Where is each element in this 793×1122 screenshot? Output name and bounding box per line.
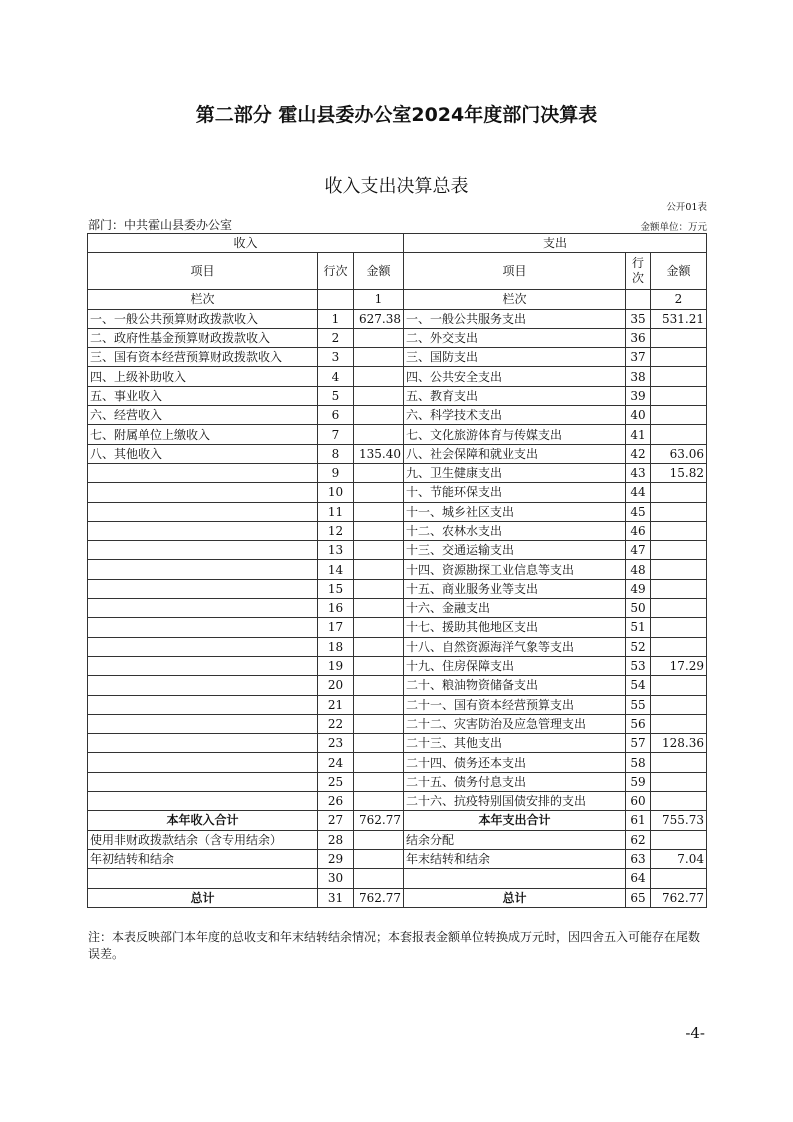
- table-row: [88, 618, 707, 637]
- income-amount-cell: [354, 656, 404, 675]
- income-line-cell: 27: [318, 811, 354, 830]
- income-item-cell: [88, 869, 318, 888]
- expense-amount-cell: [651, 425, 707, 444]
- income-line-cell: 20: [318, 676, 354, 695]
- income-item-cell: [88, 560, 318, 579]
- expense-amount-cell: [651, 483, 707, 502]
- income-section-header: 收入: [88, 234, 404, 253]
- expense-amount-cell: [651, 618, 707, 637]
- income-amount-cell: [354, 618, 404, 637]
- expense-line-cell: 44: [626, 483, 651, 502]
- income-line-cell: 25: [318, 772, 354, 791]
- income-item-header: 项目: [88, 253, 318, 290]
- expense-line-cell: 57: [626, 734, 651, 753]
- expense-amount-cell: 15.82: [651, 463, 707, 482]
- expense-item-cell: 二十二、灾害防治及应急管理支出: [404, 714, 626, 733]
- expense-line-cell: 59: [626, 772, 651, 791]
- income-item-cell: 四、上级补助收入: [88, 367, 318, 386]
- expense-line-cell: 63: [626, 849, 651, 868]
- expense-amount-cell: [651, 714, 707, 733]
- expense-item-cell: 八、社会保障和就业支出: [404, 444, 626, 463]
- income-item-cell: 本年收入合计: [88, 811, 318, 830]
- income-item-cell: [88, 463, 318, 482]
- income-amount-cell: 627.38: [354, 309, 404, 328]
- expense-amount-cell: 63.06: [651, 444, 707, 463]
- income-item-cell: 五、事业收入: [88, 386, 318, 405]
- income-line-cell: 24: [318, 753, 354, 772]
- income-item-cell: [88, 792, 318, 811]
- expense-item-cell: 二十六、抗疫特别国债安排的支出: [404, 792, 626, 811]
- expense-item-cell: 十七、援助其他地区支出: [404, 618, 626, 637]
- table-row: [88, 463, 707, 482]
- table-row: [88, 792, 707, 811]
- income-line-cell: 26: [318, 792, 354, 811]
- expense-amount-cell: [651, 676, 707, 695]
- expense-item-cell: 四、公共安全支出: [404, 367, 626, 386]
- expense-amount-cell: [651, 521, 707, 540]
- expense-line-cell: 62: [626, 830, 651, 849]
- expense-item-header: 项目: [404, 253, 626, 290]
- expense-amount-header: 金额: [651, 253, 707, 290]
- expense-item-cell: 结余分配: [404, 830, 626, 849]
- income-amount-cell: [354, 695, 404, 714]
- income-line-cell: 19: [318, 656, 354, 675]
- income-line-cell: 7: [318, 425, 354, 444]
- income-amount-cell: 762.77: [354, 811, 404, 830]
- income-item-cell: 总计: [88, 888, 318, 907]
- income-amount-cell: [354, 830, 404, 849]
- expense-item-cell: 年末结转和结余: [404, 849, 626, 868]
- income-line-cell: 15: [318, 579, 354, 598]
- income-item-cell: [88, 772, 318, 791]
- income-column-number: 1: [354, 290, 404, 309]
- expense-item-cell: 十九、住房保障支出: [404, 656, 626, 675]
- expense-item-cell: 十三、交通运输支出: [404, 541, 626, 560]
- table-row: [88, 444, 707, 463]
- income-amount-cell: [354, 792, 404, 811]
- income-amount-cell: 762.77: [354, 888, 404, 907]
- header-row-sections: [88, 234, 707, 253]
- income-amount-cell: [354, 637, 404, 656]
- expense-section-header: 支出: [404, 234, 707, 253]
- expense-line-cell: 37: [626, 348, 651, 367]
- table-row: [88, 406, 707, 425]
- income-amount-cell: [354, 599, 404, 618]
- income-line-cell: 14: [318, 560, 354, 579]
- income-line-cell: 18: [318, 637, 354, 656]
- expense-amount-cell: 755.73: [651, 811, 707, 830]
- income-line-cell: 4: [318, 367, 354, 386]
- income-item-cell: [88, 714, 318, 733]
- income-amount-cell: [354, 406, 404, 425]
- income-amount-cell: [354, 560, 404, 579]
- expense-line-cell: 46: [626, 521, 651, 540]
- table-row: [88, 502, 707, 521]
- table-row: [88, 348, 707, 367]
- income-amount-cell: [354, 367, 404, 386]
- expense-line-cell: 50: [626, 599, 651, 618]
- income-expense-table: [87, 233, 707, 908]
- income-line-cell: 17: [318, 618, 354, 637]
- expense-line-cell: 54: [626, 676, 651, 695]
- table-row: [88, 714, 707, 733]
- table-row: [88, 386, 707, 405]
- income-line-cell: 3: [318, 348, 354, 367]
- expense-amount-cell: [651, 328, 707, 347]
- income-line-cell: 23: [318, 734, 354, 753]
- income-amount-cell: [354, 425, 404, 444]
- expense-amount-cell: 128.36: [651, 734, 707, 753]
- income-item-cell: [88, 637, 318, 656]
- income-amount-cell: 135.40: [354, 444, 404, 463]
- income-item-cell: 使用非财政拨款结余（含专用结余）: [88, 830, 318, 849]
- expense-item-cell: 十一、城乡社区支出: [404, 502, 626, 521]
- amount-unit-label: 金额单位：万元: [640, 222, 707, 233]
- expense-line-cell: 65: [626, 888, 651, 907]
- table-row: [88, 753, 707, 772]
- income-item-cell: 六、经营收入: [88, 406, 318, 425]
- expense-amount-cell: [651, 579, 707, 598]
- expense-line-cell: 56: [626, 714, 651, 733]
- expense-amount-cell: [651, 637, 707, 656]
- expense-line-cell: 53: [626, 656, 651, 675]
- table-row: [88, 579, 707, 598]
- expense-item-cell: 一、一般公共服务支出: [404, 309, 626, 328]
- income-line-cell: 16: [318, 599, 354, 618]
- income-item-cell: [88, 521, 318, 540]
- expense-amount-cell: [651, 560, 707, 579]
- table-title: 收入支出决算总表: [324, 176, 469, 197]
- expense-item-cell: 二、外交支出: [404, 328, 626, 347]
- income-amount-header: 金额: [354, 253, 404, 290]
- expense-item-cell: 十六、金融支出: [404, 599, 626, 618]
- income-amount-cell: [354, 772, 404, 791]
- income-line-cell: 2: [318, 328, 354, 347]
- income-amount-cell: [354, 386, 404, 405]
- expense-line-cell: 36: [626, 328, 651, 347]
- expense-amount-cell: [651, 772, 707, 791]
- income-line-cell: 21: [318, 695, 354, 714]
- expense-line-header: 行 次: [626, 253, 651, 290]
- income-amount-cell: [354, 521, 404, 540]
- expense-line-cell: 42: [626, 444, 651, 463]
- expense-line-cell: 39: [626, 386, 651, 405]
- income-amount-cell: [354, 348, 404, 367]
- income-item-cell: [88, 483, 318, 502]
- expense-line-cell: 51: [626, 618, 651, 637]
- income-line-cell: 1: [318, 309, 354, 328]
- expense-item-cell: 二十、粮油物资储备支出: [404, 676, 626, 695]
- table-row: [88, 560, 707, 579]
- expense-amount-cell: [651, 695, 707, 714]
- expense-item-cell: [404, 869, 626, 888]
- income-line-cell: 6: [318, 406, 354, 425]
- table-body: [88, 309, 707, 907]
- income-amount-cell: [354, 541, 404, 560]
- expense-item-cell: 十二、农林水支出: [404, 521, 626, 540]
- income-line-cell: 13: [318, 541, 354, 560]
- income-item-cell: 八、其他收入: [88, 444, 318, 463]
- table-row: [88, 541, 707, 560]
- income-item-cell: [88, 599, 318, 618]
- expense-line-cell: 55: [626, 695, 651, 714]
- table-row: [88, 811, 707, 830]
- expense-column-label: 栏次: [404, 290, 626, 309]
- income-amount-cell: [354, 328, 404, 347]
- expense-line-cell: 47: [626, 541, 651, 560]
- expense-line-cell: 64: [626, 869, 651, 888]
- table-row: [88, 830, 707, 849]
- expense-line-cell: 35: [626, 309, 651, 328]
- empty-cell: [626, 290, 651, 309]
- expense-item-cell: 三、国防支出: [404, 348, 626, 367]
- expense-amount-cell: [651, 502, 707, 521]
- part-title: 第二部分 霍山县委办公室2024年度部门决算表: [195, 104, 598, 126]
- income-line-header: 行次: [318, 253, 354, 290]
- expense-item-cell: 六、科学技术支出: [404, 406, 626, 425]
- table-row: [88, 772, 707, 791]
- expense-item-cell: 七、文化旅游体育与传媒支出: [404, 425, 626, 444]
- expense-amount-cell: 762.77: [651, 888, 707, 907]
- expense-line-cell: 43: [626, 463, 651, 482]
- income-item-cell: [88, 753, 318, 772]
- income-item-cell: [88, 502, 318, 521]
- table-row: [88, 521, 707, 540]
- expense-item-cell: 二十一、国有资本经营预算支出: [404, 695, 626, 714]
- income-line-cell: 11: [318, 502, 354, 521]
- expense-amount-cell: [651, 367, 707, 386]
- income-amount-cell: [354, 502, 404, 521]
- expense-line-cell: 40: [626, 406, 651, 425]
- expense-line-cell: 60: [626, 792, 651, 811]
- income-amount-cell: [354, 463, 404, 482]
- table-row: [88, 367, 707, 386]
- expense-line-cell: 48: [626, 560, 651, 579]
- income-column-label: 栏次: [88, 290, 318, 309]
- expense-item-cell: 十八、自然资源海洋气象等支出: [404, 637, 626, 656]
- income-line-cell: 12: [318, 521, 354, 540]
- table-row: [88, 637, 707, 656]
- footnote: 注：本表反映部门本年度的总收支和年末结转结余情况；本套报表金额单位转换成万元时，因四舍五入可能存在尾数误差。: [88, 930, 701, 961]
- expense-line-cell: 41: [626, 425, 651, 444]
- expense-amount-cell: [651, 830, 707, 849]
- expense-item-cell: 二十五、债务付息支出: [404, 772, 626, 791]
- expense-item-cell: 九、卫生健康支出: [404, 463, 626, 482]
- expense-line-cell: 52: [626, 637, 651, 656]
- expense-amount-cell: [651, 599, 707, 618]
- income-item-cell: [88, 734, 318, 753]
- income-item-cell: 二、政府性基金预算财政拨款收入: [88, 328, 318, 347]
- income-item-cell: [88, 541, 318, 560]
- table-row: [88, 483, 707, 502]
- expense-line-cell: 61: [626, 811, 651, 830]
- expense-item-cell: 总计: [404, 888, 626, 907]
- income-amount-cell: [354, 714, 404, 733]
- expense-line-cell: 45: [626, 502, 651, 521]
- income-item-cell: 七、附属单位上缴收入: [88, 425, 318, 444]
- expense-amount-cell: 7.04: [651, 849, 707, 868]
- table-row: [88, 425, 707, 444]
- income-line-cell: 28: [318, 830, 354, 849]
- expense-column-number: 2: [651, 290, 707, 309]
- income-amount-cell: [354, 753, 404, 772]
- column-number-row: [88, 290, 707, 309]
- expense-amount-cell: [651, 869, 707, 888]
- income-amount-cell: [354, 734, 404, 753]
- expense-item-cell: 二十三、其他支出: [404, 734, 626, 753]
- expense-amount-cell: [651, 541, 707, 560]
- income-amount-cell: [354, 483, 404, 502]
- income-item-cell: [88, 676, 318, 695]
- income-line-cell: 22: [318, 714, 354, 733]
- expense-item-cell: 二十四、债务还本支出: [404, 753, 626, 772]
- expense-line-cell: 38: [626, 367, 651, 386]
- income-line-cell: 8: [318, 444, 354, 463]
- expense-item-cell: 本年支出合计: [404, 811, 626, 830]
- table-row: [88, 888, 707, 907]
- income-line-cell: 5: [318, 386, 354, 405]
- income-amount-cell: [354, 579, 404, 598]
- department-label: 部门：中共霍山县委办公室: [88, 218, 233, 232]
- income-item-cell: [88, 695, 318, 714]
- table-row: [88, 656, 707, 675]
- form-code: 公开01表: [666, 202, 707, 213]
- empty-cell: [318, 290, 354, 309]
- table-row: [88, 309, 707, 328]
- income-amount-cell: [354, 676, 404, 695]
- income-item-cell: 一、一般公共预算财政拨款收入: [88, 309, 318, 328]
- income-amount-cell: [354, 849, 404, 868]
- income-line-cell: 31: [318, 888, 354, 907]
- income-line-cell: 30: [318, 869, 354, 888]
- income-item-cell: 三、国有资本经营预算财政拨款收入: [88, 348, 318, 367]
- income-item-cell: [88, 579, 318, 598]
- table-row: [88, 849, 707, 868]
- expense-line-cell: 49: [626, 579, 651, 598]
- expense-item-cell: 十四、资源勘探工业信息等支出: [404, 560, 626, 579]
- expense-amount-cell: [651, 406, 707, 425]
- income-line-cell: 10: [318, 483, 354, 502]
- income-line-cell: 29: [318, 849, 354, 868]
- expense-item-cell: 五、教育支出: [404, 386, 626, 405]
- expense-line-cell: 58: [626, 753, 651, 772]
- income-amount-cell: [354, 869, 404, 888]
- expense-amount-cell: 17.29: [651, 656, 707, 675]
- expense-amount-cell: [651, 753, 707, 772]
- expense-amount-cell: [651, 348, 707, 367]
- income-line-cell: 9: [318, 463, 354, 482]
- page-number: -4-: [685, 1024, 705, 1042]
- table-row: [88, 869, 707, 888]
- income-item-cell: [88, 656, 318, 675]
- income-item-cell: 年初结转和结余: [88, 849, 318, 868]
- table-row: [88, 676, 707, 695]
- expense-amount-cell: 531.21: [651, 309, 707, 328]
- header-row-columns: [88, 253, 707, 290]
- expense-amount-cell: [651, 792, 707, 811]
- table-row: [88, 695, 707, 714]
- table-row: [88, 599, 707, 618]
- expense-item-cell: 十五、商业服务业等支出: [404, 579, 626, 598]
- expense-item-cell: 十、节能环保支出: [404, 483, 626, 502]
- expense-amount-cell: [651, 386, 707, 405]
- table-row: [88, 328, 707, 347]
- income-item-cell: [88, 618, 318, 637]
- table-row: [88, 734, 707, 753]
